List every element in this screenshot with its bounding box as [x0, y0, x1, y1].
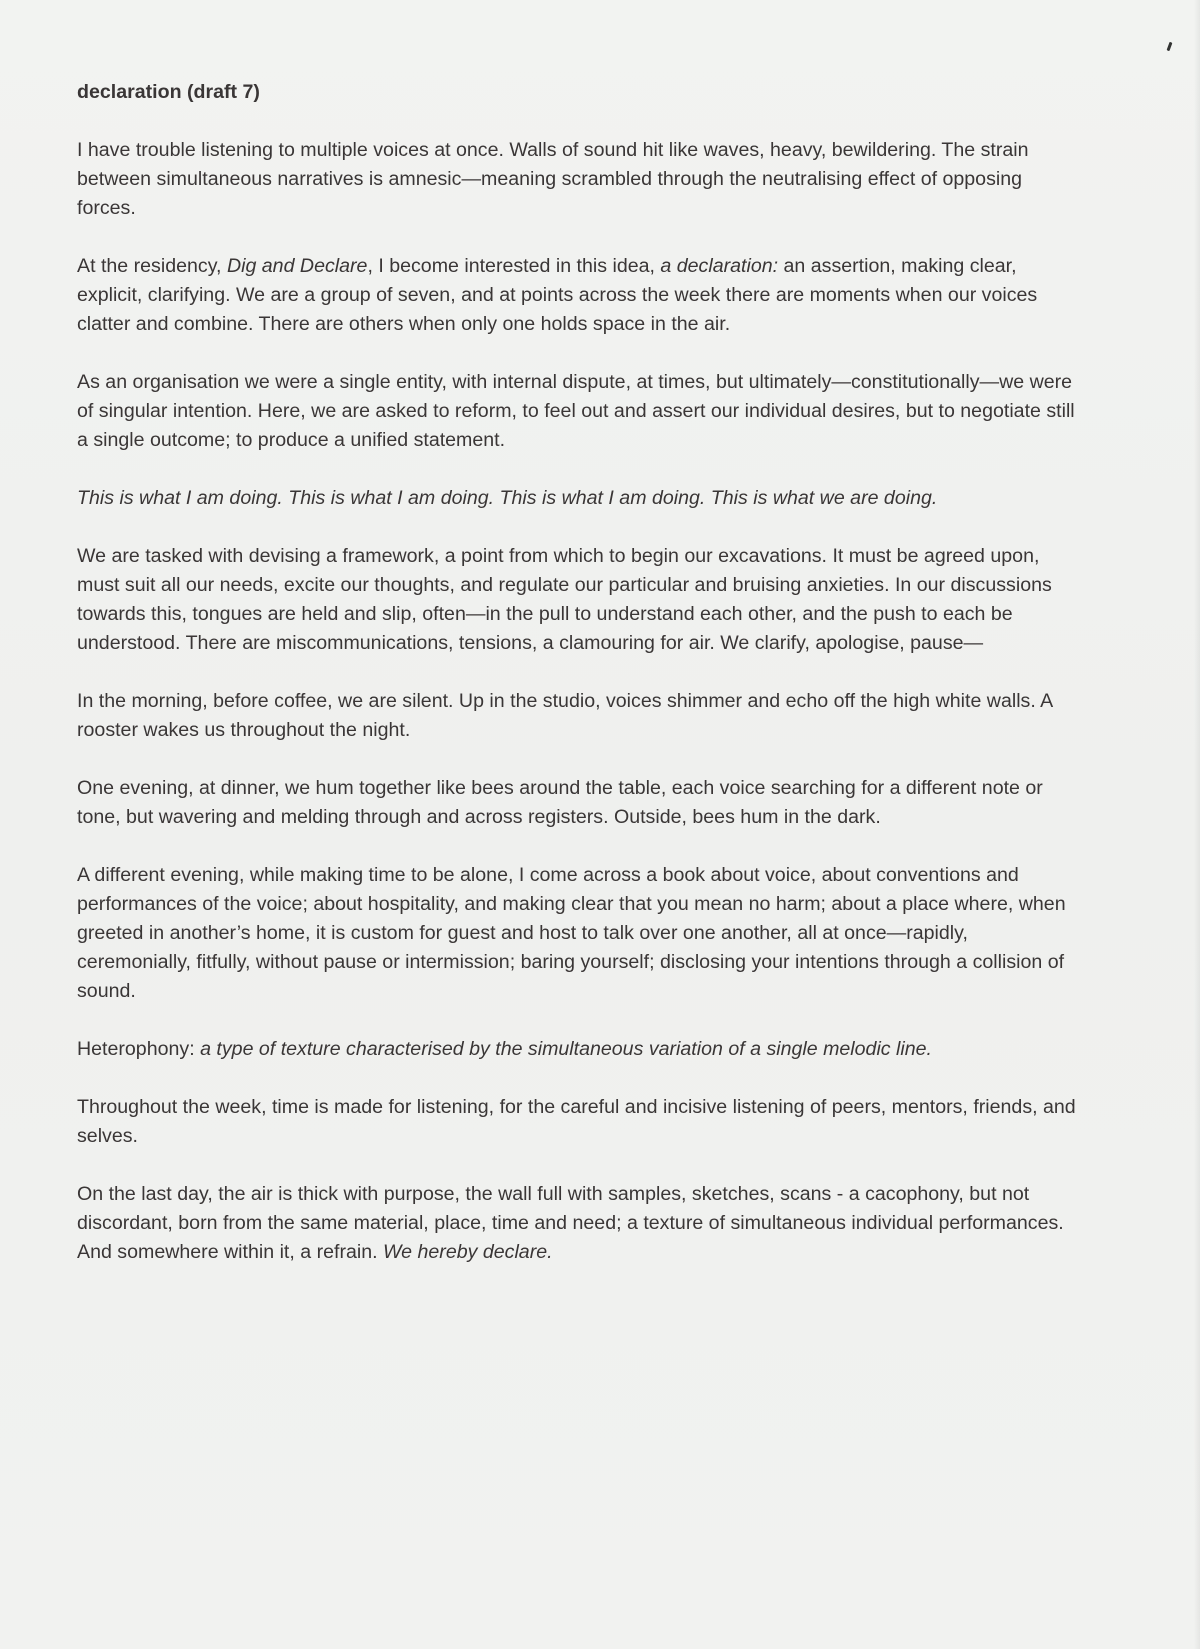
heterophony-definition: a type of texture characterised by the simultaneous variation of a single melodic line. [200, 1038, 932, 1060]
document-body [77, 78, 1077, 1296]
paragraph-2-text-c: , I become interested in this idea, [367, 255, 661, 277]
residency-name: Dig and Declare [226, 255, 368, 277]
paragraph-4 [77, 484, 1077, 513]
scan-mark [1167, 42, 1173, 51]
paragraph-2-text-e: an assertion, making clear, explicit, clarifying. We are a group of seven, and at points across the week there are moments when our voices clatter and combine. There are others when only one holds space in the air. [77, 255, 1038, 335]
declaration-term: a declaration: [660, 255, 779, 277]
closing-declaration: We hereby declare. [383, 1241, 553, 1263]
paragraph-9 [77, 1035, 1077, 1064]
paragraph-6: In the morning, before coffee, we are silent. Up in the studio, voices shimmer and echo off the high white walls. A rooster wakes us throughout the night. [77, 690, 1053, 741]
paragraph-7: One evening, at dinner, we hum together like bees around the table, each voice searching for a different note or tone, but wavering and melding through and across registers. Outside, bees hum in the dark. [77, 777, 1043, 828]
paragraph-10: Throughout the week, time is made for listening, for the careful and incisive listening of peers, mentors, friends, and selves. [77, 1096, 1076, 1147]
paragraph-2 [77, 252, 1077, 339]
heterophony-term: Heterophony: [77, 1038, 201, 1060]
document-title: declaration (draft 7) [77, 81, 260, 103]
paragraph-8: A different evening, while making time to be alone, I come across a book about voice, about conventions and performances of the voice; about hospitality, and making clear that you mean no harm; about a place where, when greeted in another’s home, it is custom for guest and host to talk over one another, all at once—rapidly, ceremonially, fitfully, without pause or intermission; baring yourself; disclosing your intentions through a collision of sound. [77, 864, 1066, 1002]
paragraph-3: As an organisation we were a single entity, with internal dispute, at times, but ultimately—constitutionally—we were of singular intention. Here, we are asked to reform, to feel out and assert our individual desires, but to negotiate still a single outcome; to produce a unified statement. [77, 371, 1075, 451]
paragraph-5: We are tasked with devising a framework, a point from which to begin our excavations. It must be agreed upon, must suit all our needs, excite our thoughts, and regulate our particular and bruising anxieties. In our discussions towards this, tongues are held and slip, often—in the pull to understand each other, and the push to each be understood. There are miscommunications, tensions, a clamouring for air. We clarify, apologise, pause— [77, 545, 1052, 654]
paragraph-1: I have trouble listening to multiple voices at once. Walls of sound hit like waves, heavy, bewildering. The strain between simultaneous narratives is amnesic—meaning scrambled through the neutralising effect of opposing forces. [77, 139, 1029, 219]
page-edge-shadow [1194, 0, 1200, 1649]
paragraph-2-text-a: At the residency, [77, 255, 227, 277]
refrain-line: This is what I am doing. This is what I am doing. This is what I am doing. This is what we are doing. [77, 487, 938, 509]
paragraph-11-text: On the last day, the air is thick with purpose, the wall full with samples, sketches, scans - a cacophony, but not discordant, born from the same material, place, time and need; a texture of simultaneous individual performances. And somewhere within it, a refrain. [77, 1183, 1064, 1263]
paragraph-11 [77, 1180, 1077, 1267]
